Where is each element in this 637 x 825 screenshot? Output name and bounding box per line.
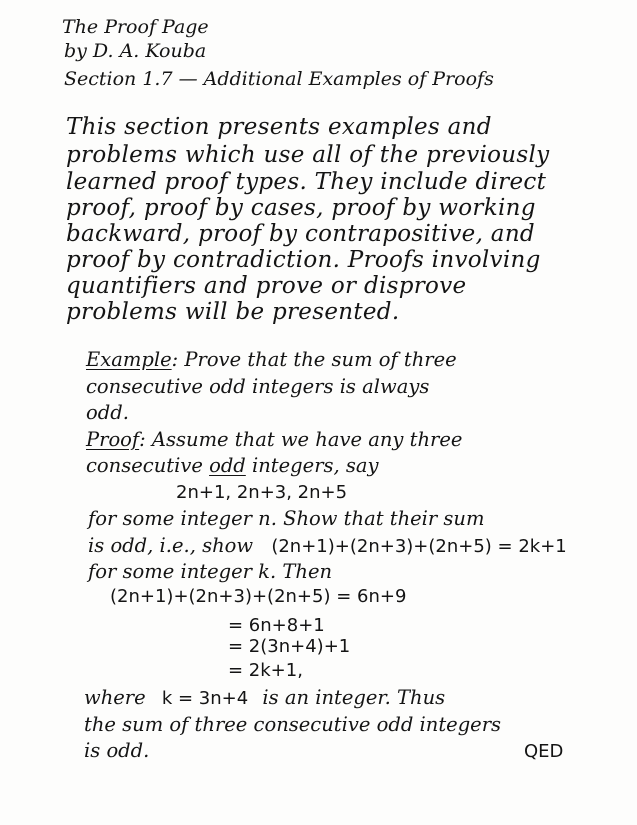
goal-equation: (2n+1)+(2n+3)+(2n+5) = 2k+1: [271, 536, 567, 557]
proof-line: consecutive odd integers, say: [86, 454, 379, 477]
intro-line: proof, proof by cases, proof by working: [66, 195, 536, 221]
proof-line: Proof: Assume that we have any three: [86, 428, 463, 451]
intro-line: This section presents examples and: [66, 114, 492, 140]
proof-line: for some integer n. Show that their sum: [88, 507, 485, 530]
proof-line: is odd, i.e., show (2n+1)+(2n+3)+(2n+5) = 2k+1: [88, 534, 567, 557]
equation-step: = 6n+8+1: [228, 615, 325, 636]
conclusion-line: is odd.: [84, 739, 150, 762]
equation-step: = 2k+1,: [228, 660, 303, 681]
page-title: The Proof Page: [62, 16, 209, 38]
intro-line: problems which use all of the previously: [66, 142, 550, 168]
proof-label: Proof: [86, 428, 140, 451]
conclusion-line: where k = 3n+4 is an integer. Thus: [84, 686, 446, 709]
example-statement-line: Example: Prove that the sum of three: [86, 348, 457, 371]
equation-step: (2n+1)+(2n+3)+(2n+5) = 6n+9: [110, 586, 407, 607]
intro-line: backward, proof by contrapositive, and: [66, 221, 535, 247]
qed-mark: QED: [524, 741, 564, 762]
integers-expression: 2n+1, 2n+3, 2n+5: [176, 482, 348, 503]
k-definition: k = 3n+4: [161, 688, 249, 709]
proof-line: for some integer k. Then: [88, 560, 333, 583]
odd-underlined: odd: [209, 454, 246, 477]
author-line: by D. A. Kouba: [64, 40, 207, 62]
section-heading: Section 1.7 — Additional Examples of Proofs: [64, 68, 494, 90]
example-statement-line: consecutive odd integers is always: [86, 375, 430, 398]
intro-line: problems will be presented.: [66, 299, 400, 325]
intro-line: proof by contradiction. Proofs involving: [66, 247, 541, 273]
intro-line: quantifiers and prove or disprove: [66, 273, 467, 299]
example-label: Example: [86, 348, 172, 371]
conclusion-line: the sum of three consecutive odd integers: [84, 713, 502, 736]
example-statement-line: odd.: [86, 401, 129, 424]
equation-step: = 2(3n+4)+1: [228, 636, 351, 657]
intro-line: learned proof types. They include direct: [66, 169, 547, 195]
